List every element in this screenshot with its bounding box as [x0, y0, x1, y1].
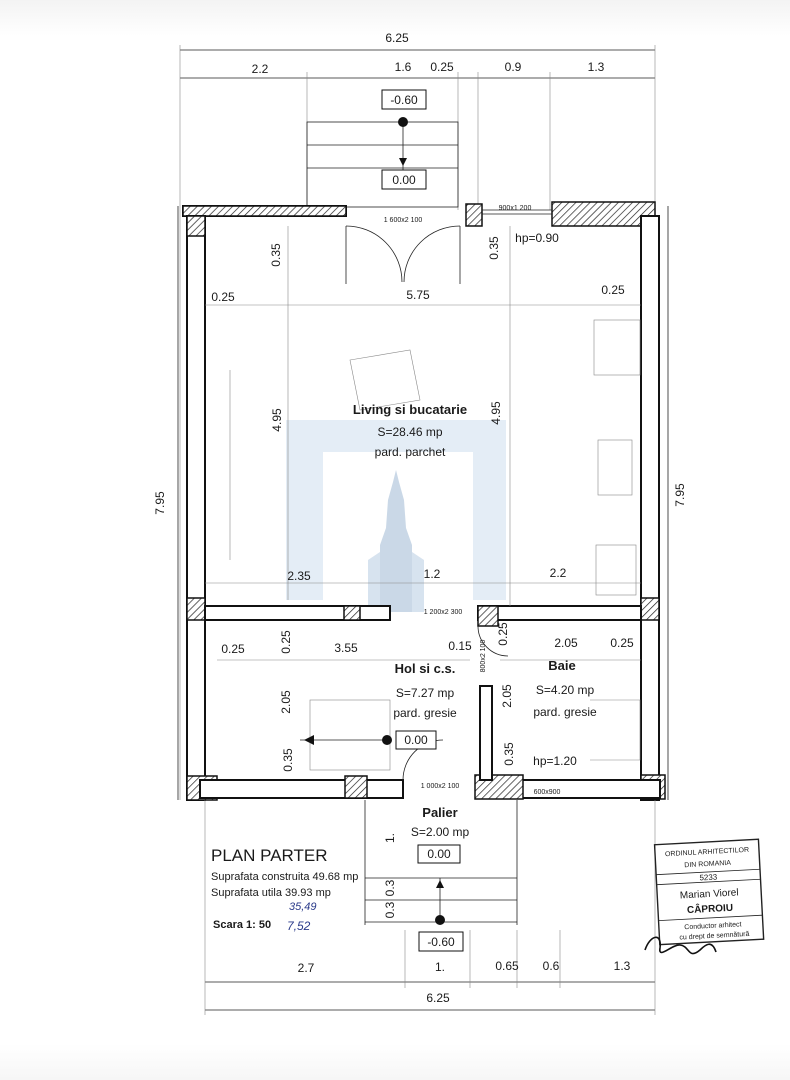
stamp-line-2: DIN ROMANIA	[684, 859, 732, 870]
label-living-door: 1 200x2 300	[423, 609, 463, 616]
stamp-name-2: CÂPROIU	[686, 902, 734, 917]
plan-scale: Scara 1: 50	[213, 919, 272, 931]
label-hol-door: 1 000x2 100	[420, 783, 460, 790]
dim-bottom-total: 6.25	[426, 991, 450, 1005]
dim-top-chain-5: 1.3	[587, 60, 605, 74]
room-palier-area: S=2.00 mp	[410, 825, 470, 839]
plan-title-block	[211, 846, 358, 933]
dim-hol-left-wall: 0.25	[221, 642, 245, 656]
dim-top-chain-2: 1.6	[394, 60, 412, 74]
architect-stamp	[655, 839, 764, 944]
dim-top-chain-4: 0.9	[504, 60, 522, 74]
dim-bottom-chain-1: 2.7	[297, 961, 315, 975]
room-baie-floor: pard. gresie	[533, 705, 597, 719]
room-hol-name: Hol si c.s.	[394, 661, 456, 676]
label-entrance-door: 1 600x2 100	[383, 217, 423, 224]
dim-bath-depth: 2.05	[500, 684, 514, 708]
stamp-role: Conductor arhitect	[684, 921, 742, 932]
dim-stair-step-1: 1.	[383, 832, 397, 844]
dim-living-bottom-left: 2.35	[287, 569, 311, 583]
dim-bath-wall: 0.25	[496, 622, 510, 646]
dim-top-chain-1: 2.2	[251, 62, 269, 76]
room-baie-area: S=4.20 mp	[535, 683, 595, 697]
dim-right-total: 7.95	[673, 483, 687, 507]
level-top-outside: -0.60	[390, 93, 418, 107]
dim-living-width: 5.75	[406, 288, 430, 302]
room-hol-area: S=7.27 mp	[395, 686, 455, 700]
dim-top-chain-3: 0.25	[430, 60, 454, 74]
dim-hol-width: 3.55	[334, 641, 358, 655]
label-bath-window-sill: hp=1.20	[533, 754, 577, 768]
plan-title: PLAN PARTER	[211, 846, 328, 865]
dim-living-bottom-mid: 1.2	[423, 567, 441, 581]
plan-usable-area: Suprafata utila 39.93 mp	[211, 887, 331, 899]
dim-bath-bottom-wall: 0.35	[502, 742, 516, 766]
plan-built-area: Suprafata construita 49.68 mp	[211, 871, 359, 883]
dim-hol-bottom-wall: 0.35	[281, 748, 295, 772]
room-hol-floor: pard. gresie	[393, 706, 457, 720]
room-living-area: S=28.46 mp	[377, 425, 443, 439]
dim-living-depth-left: 4.95	[270, 408, 284, 432]
stamp-line-1: ORDINUL ARHITECTILOR	[664, 846, 750, 859]
level-hol: 0.00	[404, 733, 428, 747]
room-living-floor: pard. parchet	[374, 445, 446, 459]
handwritten-note-2: 7,52	[287, 919, 311, 933]
dim-hol-partition: 0.15	[448, 639, 472, 653]
dim-top-total: 6.25	[385, 31, 409, 45]
dim-living-bottom-right: 2.2	[549, 566, 567, 580]
hol-stairs	[300, 731, 436, 749]
dim-bottom-chain-5: 1.3	[613, 959, 631, 973]
dim-stair-step-2: 0.3	[383, 879, 397, 897]
dim-living-left-wall: 0.25	[211, 290, 235, 304]
label-bath-door: 800x2 100	[480, 639, 487, 673]
dim-bottom-chain-2: 1.	[434, 960, 446, 974]
room-baie	[533, 658, 597, 719]
dim-bottom-chain-3: 0.65	[495, 959, 519, 973]
stamp-number: 5233	[699, 872, 718, 883]
dim-left-total: 7.95	[153, 491, 167, 515]
label-top-window: 900x1 200	[498, 205, 532, 212]
dim-bath-width: 2.05	[554, 636, 578, 650]
dim-living-depth-right: 4.95	[489, 401, 503, 425]
dim-bottom-chain-4: 0.6	[542, 959, 560, 973]
room-baie-name: Baie	[548, 658, 576, 673]
dim-stair-step-3: 0.3	[383, 901, 397, 919]
room-hol	[393, 661, 457, 720]
palier	[365, 800, 517, 951]
dim-living-wall-right: 0.35	[487, 236, 501, 260]
dim-hol-depth: 2.05	[279, 690, 293, 714]
handwritten-note-1: 35,49	[289, 901, 317, 913]
stamp-note: cu drept de semnătură	[679, 930, 750, 942]
level-palier: 0.00	[427, 847, 451, 861]
dim-living-right-wall: 0.25	[601, 283, 625, 297]
level-top-landing: 0.00	[392, 173, 416, 187]
room-palier-name: Palier	[422, 805, 458, 820]
entrance-stairs	[307, 90, 458, 207]
dim-living-wall-left: 0.35	[269, 243, 283, 267]
dim-hol-wall-v: 0.25	[279, 630, 293, 654]
label-top-window-sill: hp=0.90	[515, 231, 559, 245]
dim-bath-right-wall: 0.25	[610, 636, 634, 650]
level-bottom-outside: -0.60	[427, 935, 455, 949]
stamp-name-1: Marian Viorel	[679, 887, 739, 902]
room-living-name: Living si bucatarie	[352, 402, 468, 417]
label-bath-window: 600x900	[533, 789, 561, 796]
